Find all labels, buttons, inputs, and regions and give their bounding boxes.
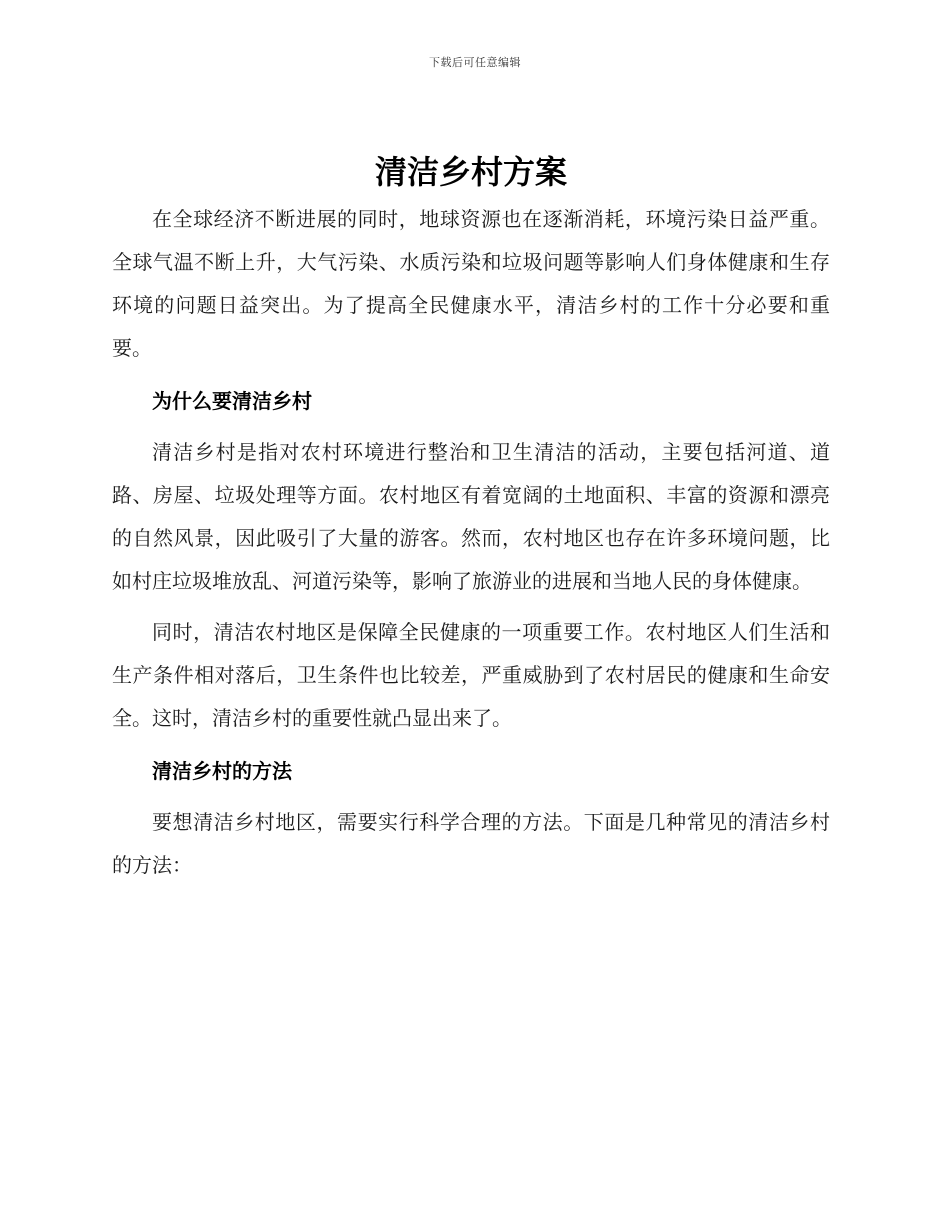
header-note: 下载后可任意编辑 <box>429 56 521 69</box>
paragraph-why-1: 清洁乡村是指对农村环境进行整治和卫生清洁的活动，主要包括河道、道路、房屋、垃圾处理等方面。农村地区有着宽阔的土地面积、丰富的资源和漂亮的自然风景，因此吸引了大量的游客。然而，农村地区也存在许多环境问题，比如村庄垃圾堆放乱、河道污染等，影响了旅游业的进展和当地人民的身体健康。 <box>112 440 830 593</box>
paragraph-intro: 在全球经济不断进展的同时，地球资源也在逐渐消耗，环境污染日益严重。全球气温不断上升，大气污染、水质污染和垃圾问题等影响人们身体健康和生存环境的问题日益突出。为了提高全民健康水平，清洁乡村的工作十分必要和重要。 <box>112 207 830 360</box>
document-title: 清洁乡村方案 <box>374 153 567 191</box>
section-heading-methods: 清洁乡村的方法 <box>152 759 292 783</box>
section-heading-why: 为什么要清洁乡村 <box>152 389 312 413</box>
paragraph-methods-1: 要想清洁乡村地区，需要实行科学合理的方法。下面是几种常见的清洁乡村的方法： <box>112 810 830 877</box>
paragraph-why-2: 同时，清洁农村地区是保障全民健康的一项重要工作。农村地区人们生活和生产条件相对落后，卫生条件也比较差，严重威胁到了农村居民的健康和生命安全。这时，清洁乡村的重要性就凸显出来了。 <box>112 620 830 730</box>
document-body <box>112 146 830 887</box>
